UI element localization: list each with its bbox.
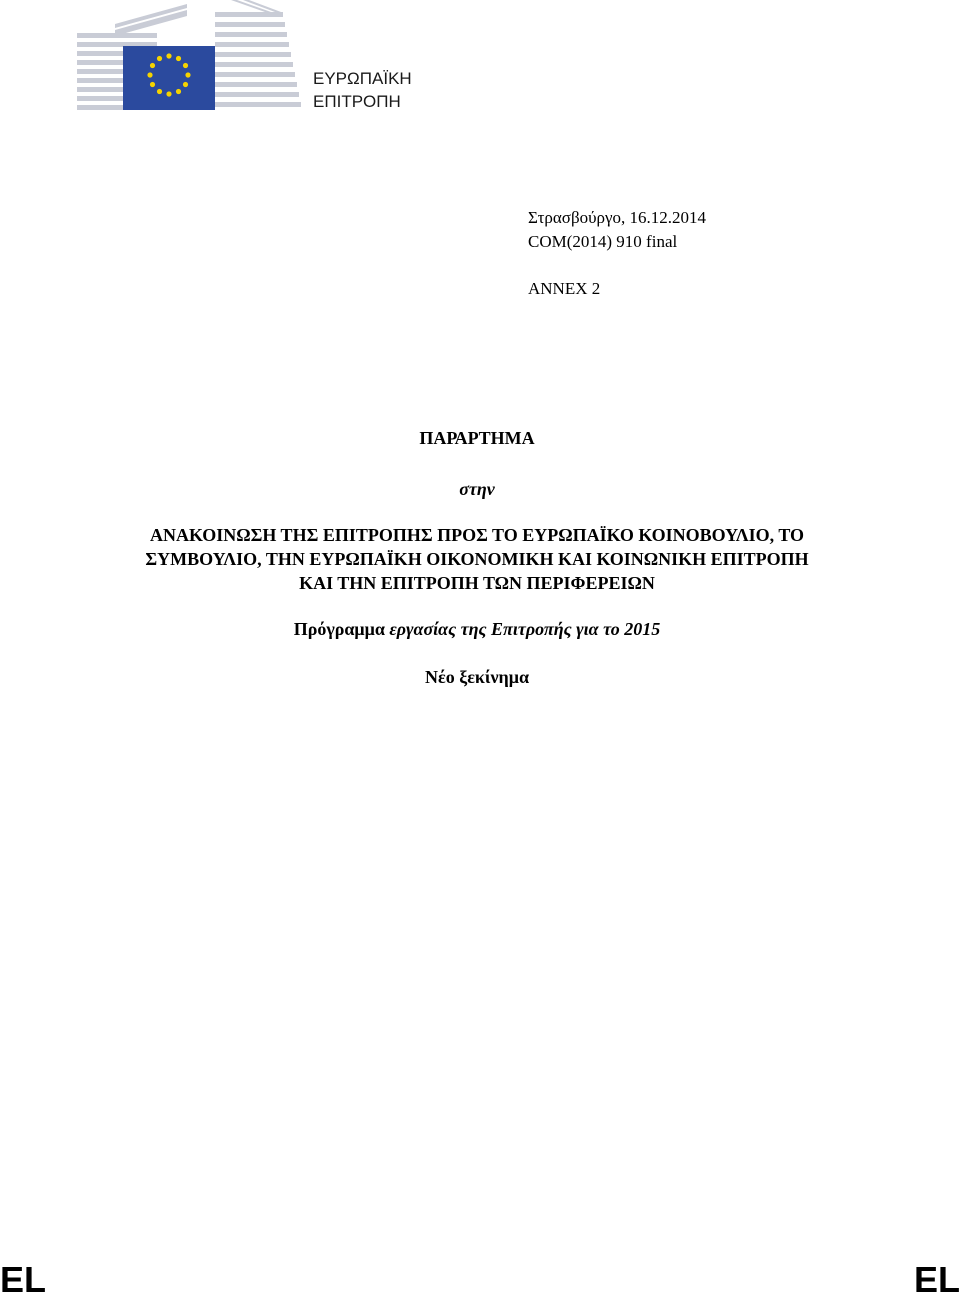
document-title-bold: Πρόγραμμα <box>293 619 390 639</box>
language-code-left: EL <box>0 1259 47 1300</box>
addressees <box>0 523 954 595</box>
addressees-line-3: ΚΑΙ ΤΗΝ ΕΠΙΤΡΟΠΗ ΤΩΝ ΠΕΡΙΦΕΡΕΙΩΝ <box>299 573 655 593</box>
document-title <box>0 619 954 640</box>
reference-block <box>528 206 706 254</box>
annex-label: ANNEX 2 <box>528 279 601 298</box>
organisation-name-line2: ΕΠΙΤΡΟΠΗ <box>313 92 401 111</box>
organisation-name-line1: ΕΥΡΩΠΑΪΚΗ <box>313 69 412 88</box>
document-title-italic: εργασίας της Επιτροπής για το 2015 <box>389 619 661 639</box>
document-type: ΠΑΡΑΡΤΗΜΑ <box>419 428 535 448</box>
addressees-line-2: ΣΥΜΒΟΥΛΙΟ, ΤΗΝ ΕΥΡΩΠΑΪΚΗ ΟΙΚΟΝΟΜΙΚΗ ΚΑΙ ΚΟΙΝΩΝΙΚΗ ΕΠΙΤΡΟΠΗ <box>145 549 809 569</box>
european-commission-logo <box>75 0 305 112</box>
organisation-name <box>313 67 412 113</box>
document-number: COM(2014) 910 final <box>528 232 678 251</box>
preposition: στην <box>459 479 495 499</box>
place-date: Στρασβούργο, 16.12.2014 <box>528 208 707 227</box>
language-code-right: EL <box>913 1259 960 1300</box>
document-subtitle: Νέο ξεκίνημα <box>425 667 529 687</box>
addressees-line-1: ΑΝΑΚΟΙΝΩΣΗ ΤΗΣ ΕΠΙΤΡΟΠΗΣ ΠΡΟΣ ΤΟ ΕΥΡΩΠΑΪΚΟ ΚΟΙΝΟΒΟΥΛΙΟ, ΤΟ <box>149 525 805 545</box>
